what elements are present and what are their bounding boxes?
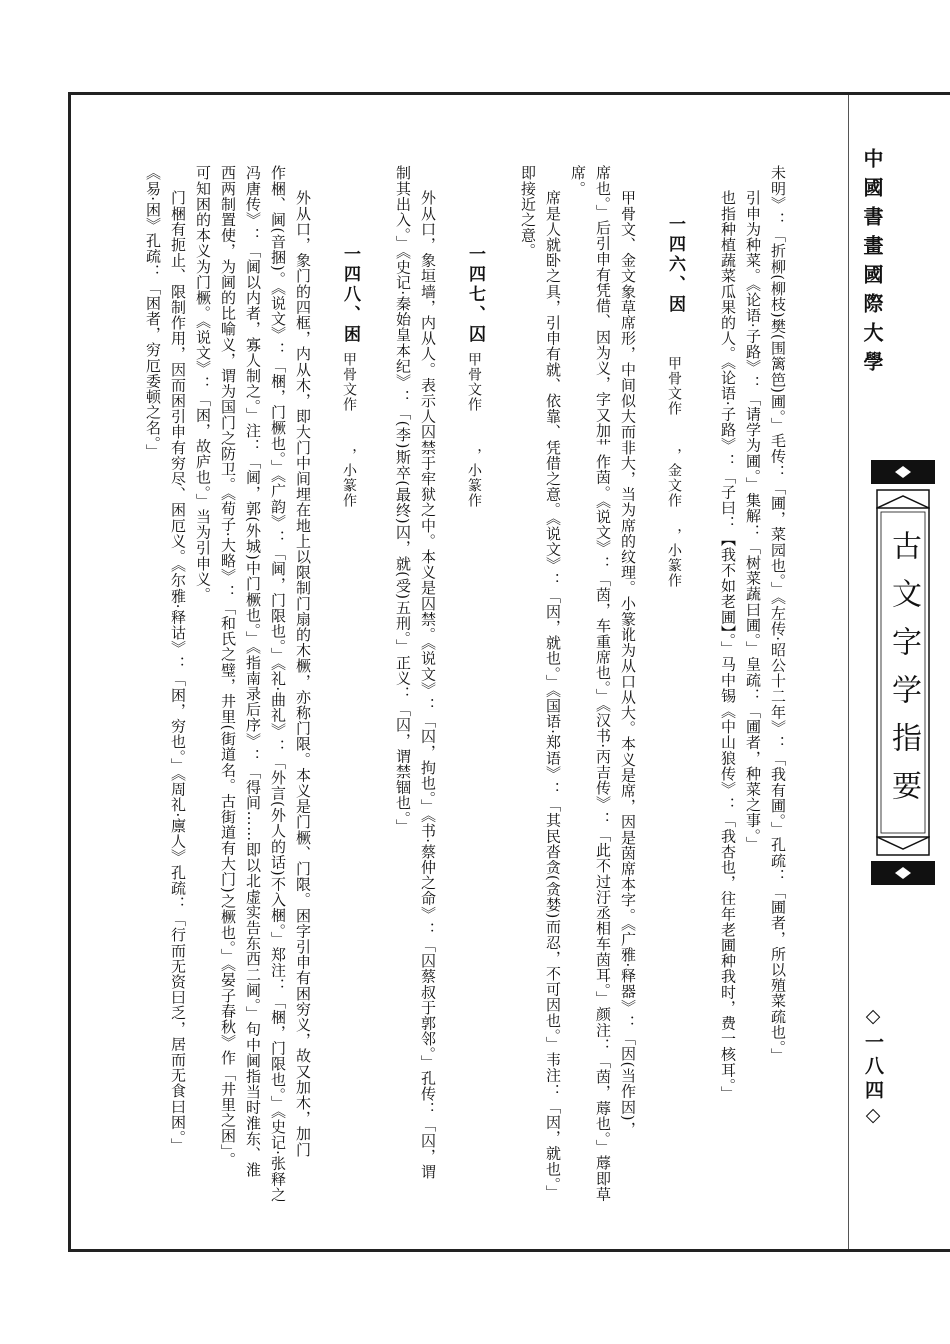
text-column: 西两制置使，为阃的比喻义，谓为国门之防卫。《荀子·大略》：「和氏之璧，井里(街道名。古街道有大门)之橛也。」《晏子春秋》作「井里之困」。 — [219, 165, 237, 1168]
entry-heading-146: 一四六、因 — [665, 215, 685, 315]
university-header: 中國書畫國際大學 — [860, 148, 884, 380]
text-column: 外从口，象垣墙，内从人。表示人囚禁于牢狱之中。本义是囚禁。《说文》：「囚，拘也。」《书·蔡仲之命》：「囚蔡叔于郭邻。」孔传：「囚，谓 — [419, 190, 437, 1180]
glyph-ref-seal: ，小篆作 — [341, 448, 357, 508]
glyph-ref-seal: ，小篆作 — [466, 448, 482, 508]
book-title: 古文字学指要 — [886, 530, 921, 818]
text-column: 门梱有扼止、限制作用，因而困引申有穷尽、困厄义。《尔雅·释诂》：「困，穷也。」《周礼·廪人》孔疏：「行而无资曰乏，居而无食曰困。」 — [169, 190, 187, 1154]
text-column: 作梱、阃(音捆)。《说文》：「梱，门橛也。」《广韵》：「阃，门限也。」《礼·曲礼》：「外言(外人的话)不入梱。」郑注：「梱，门限也。」《史记·张释之 — [269, 165, 287, 1203]
glyph-ref-bronze: ，金文作 — [666, 448, 682, 508]
text-column: 外从口，象门的四框，内从木，即大门中间埋在地上以限制门扇的木橛，亦称门限。本义是门橛、门限。困字引申有困穷义，故又加木，加门 — [294, 190, 312, 1158]
glyph-ref-oracle: 甲骨文作 — [341, 352, 357, 412]
glyph-ref-oracle: 甲骨文作 — [466, 352, 482, 412]
book-title-block — [871, 460, 935, 885]
text-column: 《易·困》孔疏：「困者，穷厄委顿之名。」 — [144, 165, 162, 460]
text-column: 甲骨文、金文象草席形，中间似大而非大，当为席的纹理。小篆讹为从口从大。本义是席，因是茵席本字。《广雅·释器》：「因(当作因)， — [619, 190, 637, 1137]
text-column: 制其出入。」《史记·秦始皇本纪》：「(李)斯卒(最终)囚，就(受)五刑。」正义：「囚，谓禁锢也。」 — [394, 165, 412, 835]
entry-heading-148: 一四八、困 — [340, 245, 360, 345]
page-number: ◇一八四◇ — [862, 1005, 884, 1131]
text-column: 可知困的本义为门橛。《说文》：「困，故庐也。」当为引申义。 — [194, 165, 212, 603]
text-column: 席是人就卧之具，引申有就、依靠、凭借之意。《说文》：「因，就也。」《国语·郑语》：「其民沓贪(贪婪)而忍，不可因也。」韦注：「因，就也。」 — [544, 190, 562, 1201]
text-column: 未明》：「折柳(柳枝)樊(围篱笆)圃。」毛传：「圃，菜园也。」《左传·昭公十二年》：「我有圃。」孔疏：「圃者，所以殖菜疏也。」 — [769, 165, 787, 1064]
entry-heading-147: 一四七、囚 — [465, 245, 485, 345]
text-column: 冯唐传》：「阃以内者，寡人制之。」注：「阃，郭(外城)中门橛也。」《指南录后序》：「得间……即以北虚实告东西二阃。」句中阃指当时淮东、淮 — [244, 165, 262, 1178]
margin-divider — [848, 95, 849, 1249]
glyph-ref-oracle: 甲骨文作 — [666, 356, 682, 416]
text-column: 即接近之意。 — [519, 165, 537, 259]
glyph-ref-seal: ，小篆作 — [666, 528, 682, 588]
text-column: 引申为种菜。《论语·子路》：「请学为圃。」集解：「树菜蔬曰圃。」皇疏：「圃者，种菜之事。」 — [744, 190, 762, 852]
text-column: 席。 — [569, 165, 587, 197]
text-column: 席也。」后引申有凭借、因为义，字又加艹作茵。《说文》：「茵，车重席也。」《汉书·丙吉传》：「此不过汙丞相车茵耳。」颜注：「茵，蓐也。」蓐即草 — [594, 165, 612, 1202]
text-column: 也指种植蔬菜瓜果的人。《论语·子路》：「子曰：【我不如老圃】。」马中锡《中山狼传》：「我杏也，往年老圃种我时，费一核耳。」 — [719, 190, 737, 1102]
